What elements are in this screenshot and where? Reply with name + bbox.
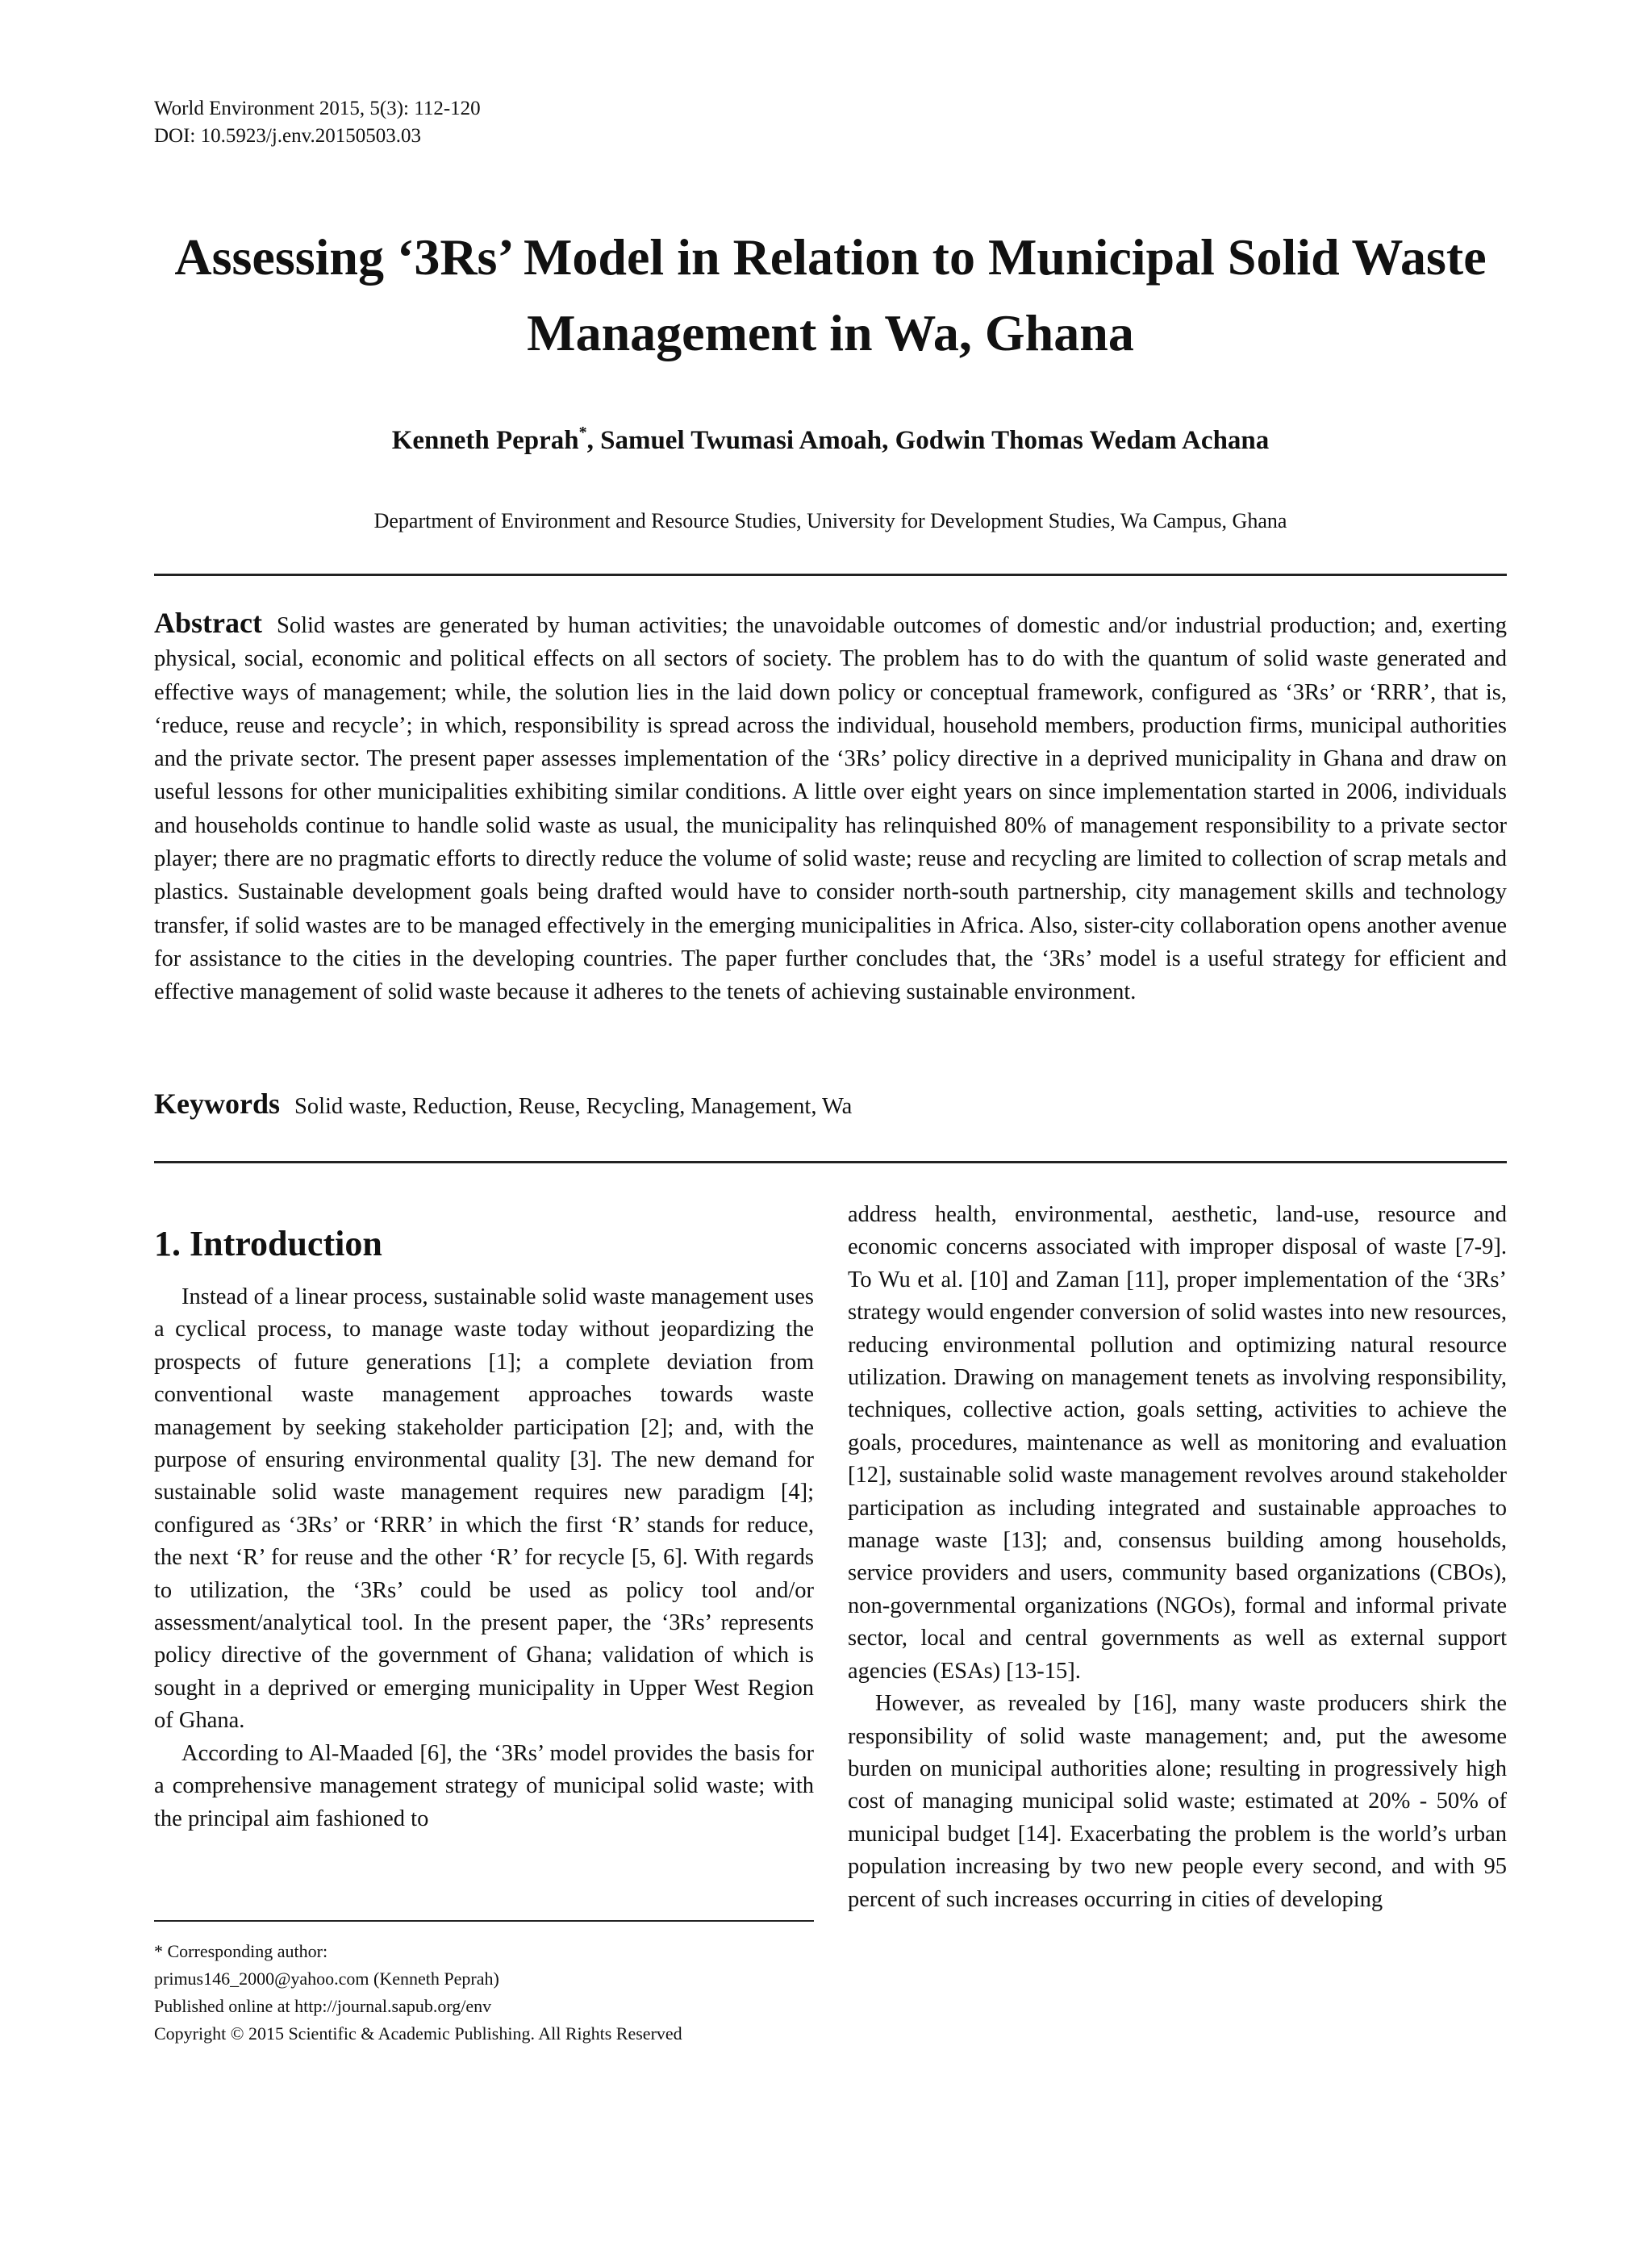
- author-list: [154, 422, 1507, 459]
- journal-doi: DOI: 10.5923/j.env.20150503.03: [154, 125, 421, 147]
- footnote-copyright: Copyright © 2015 Scientific & Academic Publishing. All Rights Reserved: [154, 2023, 682, 2044]
- paragraph: Instead of a linear process, sustainable solid waste management uses a cyclical process, to manage waste today without jeopardizing the prospects of future generations [1]; a complete deviation from conventional waste management approaches towards waste management by seeking stakeholder participation [2]; and, with the purpose of ensuring environmental quality [3]. The new demand for sustainable solid waste management requires new paradigm [4]; configured as ‘3Rs’ or ‘RRR’ in which the first ‘R’ stands for reduce, the next ‘R’ for reuse and the other ‘R’ for recycle [5, 6]. With regards to utilization, the ‘3Rs’ could be used as policy tool and/or assessment/analytical tool. In the present paper, the ‘3Rs’ represents policy directive of the government of Ghana; validation of which is sought in a deprived or emerging municipality in Upper West Region of Ghana.: [154, 1284, 814, 1734]
- abstract-heading: Abstract: [154, 607, 262, 639]
- footnotes: [154, 1938, 814, 2048]
- affiliation: Department of Environment and Resource Studies, University for Development Studies, Wa Campus, Ghana: [373, 509, 1287, 532]
- keywords-text: Solid waste, Reduction, Reuse, Recycling, Management, Wa: [294, 1094, 853, 1119]
- abstract: [154, 607, 1507, 1009]
- paragraph: However, as revealed by [16], many waste producers shirk the responsibility of solid waste management; and, put the awesome burden on municipal authorities alone; resulting in progressively high cost of managing municipal solid waste; estimated at 20% - 50% of municipal budget [14]. Exacerbating the problem is the world’s urban population increasing by two new people every second, and with 95 percent of such increases occurring in cities of developing: [848, 1691, 1507, 1912]
- keywords: [154, 1086, 1507, 1125]
- footnote-divider: [154, 1920, 814, 1922]
- journal-citation: World Environment 2015, 5(3): 112-120: [154, 98, 481, 119]
- left-column: [154, 1281, 814, 1835]
- section-heading: 1. Introduction: [154, 1224, 382, 1263]
- first-author: Kenneth Peprah: [391, 426, 579, 455]
- right-column: [848, 1199, 1507, 1916]
- footnote-corresponding: * Corresponding author:: [154, 1941, 328, 1961]
- keywords-heading: Keywords: [154, 1088, 280, 1120]
- corresponding-author-marker: *: [578, 424, 587, 441]
- footnote-published: Published online at http://journal.sapub.org/env: [154, 1996, 492, 2016]
- paper-title: Assessing ‘3Rs’ Model in Relation to Municipal Solid Waste Management in Wa, Ghana: [174, 228, 1487, 361]
- top-divider: [154, 574, 1507, 576]
- footnote-email: primus146_2000@yahoo.com (Kenneth Peprah): [154, 1969, 499, 1989]
- journal-header: [154, 95, 481, 150]
- paragraph: According to Al-Maaded [6], the ‘3Rs’ model provides the basis for a comprehensive management strategy of municipal solid waste; with the principal aim fashioned to: [154, 1740, 814, 1831]
- bottom-divider: [154, 1161, 1507, 1163]
- other-authors: , Samuel Twumasi Amoah, Godwin Thomas Wedam Achana: [586, 426, 1270, 455]
- abstract-text: Solid wastes are generated by human activities; the unavoidable outcomes of domestic and/or industrial production; and, exerting physical, social, economic and political effects on all sectors of society. The problem has to do with the quantum of solid waste generated and effective ways of management; while, the solution lies in the laid down policy or conceptual framework, configured as ‘3Rs’ or ‘RRR’, that is, ‘reduce, reuse and recycle’; in which, responsibility is spread across the individual, household members, production firms, municipal authorities and the private sector. The present paper assesses implementation of the ‘3Rs’ policy directive in a deprived municipality in Ghana and draw on useful lessons for other municipalities exhibiting similar conditions. A little over eight years on since implementation started in 2006, individuals and households continue to handle solid waste as usual, the municipality has relinquished 80% of management responsibility to a private sector player; there are no pragmatic efforts to directly reduce the volume of solid waste; reuse and recycling are limited to collection of scrap metals and plastics. Sustainable development goals being drafted would have to consider north-south partnership, city management skills and technology transfer, if solid wastes are to be managed effectively in the emerging municipalities in Africa. Also, sister-city collaboration opens another avenue for assistance to the cities in the developing countries. The paper further concludes that, the ‘3Rs’ model is a useful strategy for efficient and effective management of solid waste because it adheres to the tenets of achieving sustainable environment.: [154, 613, 1507, 1005]
- paragraph: address health, environmental, aesthetic, land-use, resource and economic concerns associated with improper disposal of waste [7-9]. To Wu et al. [10] and Zaman [11], proper implementation of the ‘3Rs’ strategy would engender conversion of solid wastes into new resources, reducing environmental pollution and optimizing natural resource utilization. Drawing on management tenets as involving responsibility, techniques, collective action, goals setting, activities to achieve the goals, procedures, maintenance as well as monitoring and evaluation [12], sustainable solid waste management revolves around stakeholder participation as including integrated and sustainable approaches to manage waste [13]; and, consensus building among households, service providers and users, community based organizations (CBOs), non-governmental organizations (NGOs), formal and informal private sector, local and central governments as well as external support agencies (ESAs) [13-15].: [848, 1202, 1507, 1684]
